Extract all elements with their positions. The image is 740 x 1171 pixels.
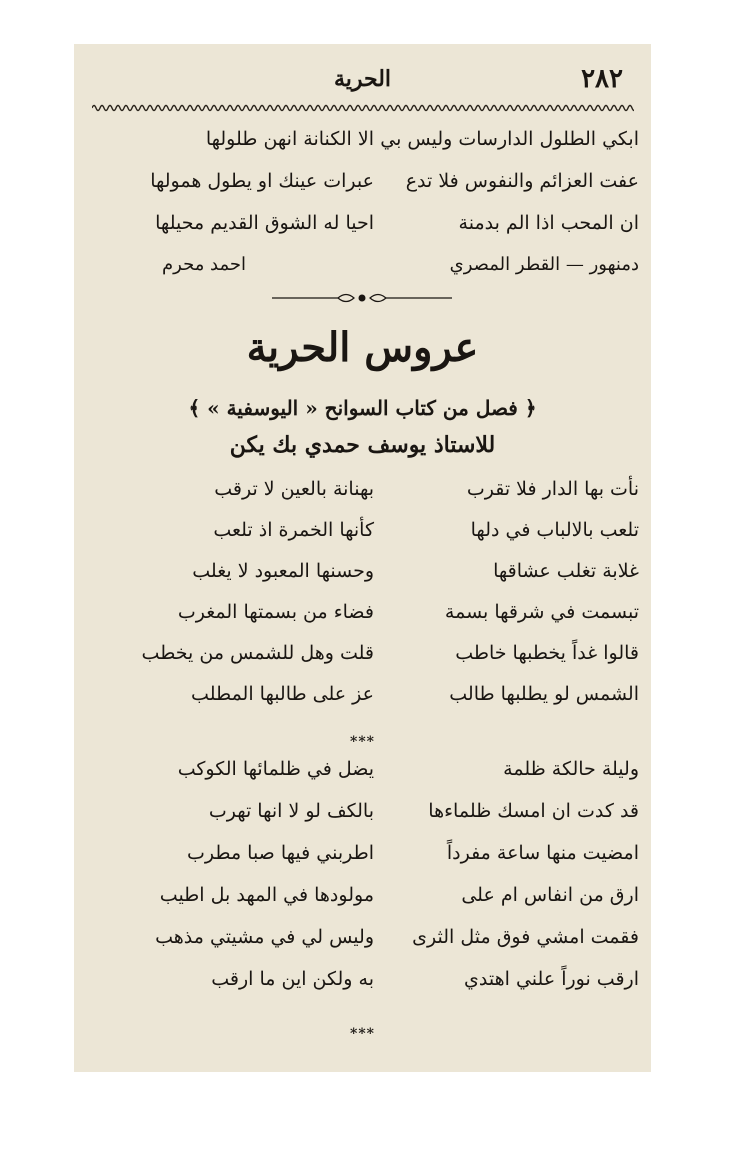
verse-first-hemistich: قد كدت ان امسك ظلماءها — [428, 800, 639, 822]
verse-first-hemistich: قالوا غداً يخطبها خاطب — [455, 642, 639, 664]
poem2-verse — [74, 842, 651, 882]
verse-second-hemistich: مولودها في المهد بل اطيب — [159, 884, 374, 906]
verse-first-hemistich: فقمت امشي فوق مثل الثرى — [412, 926, 639, 948]
poem2-verse — [74, 926, 651, 966]
book-page — [74, 44, 651, 1072]
verse-second-hemistich: بهنانة بالعين لا ترقب — [214, 478, 374, 500]
verse-second-hemistich: احيا له الشوق القديم محيلها — [155, 212, 374, 234]
ornament-divider — [272, 290, 452, 306]
verse-first-hemistich: غلابة تغلب عشاقها — [493, 560, 639, 582]
verse-second-hemistich: قلت وهل للشمس من يخطب — [141, 642, 374, 664]
end-separator: *** — [350, 1026, 375, 1042]
poem1-verse — [74, 128, 651, 168]
verse-first-hemistich: وليلة حالكة ظلمة — [503, 758, 639, 780]
verse-first-hemistich: نأت بها الدار فلا تقرب — [466, 478, 639, 500]
signature-author: احمد محرم — [162, 254, 247, 275]
verse-second-hemistich: عز على طالبها المطلب — [191, 683, 374, 705]
verse-first-hemistich: تبسمت في شرقها بسمة — [444, 601, 639, 623]
verse-second-hemistich: الا الكنانة انهن طلولها — [205, 128, 374, 150]
running-title: الحرية — [333, 66, 392, 92]
poem2-verse — [74, 800, 651, 840]
verse-second-hemistich: اطربني فيها صبا مطرب — [186, 842, 374, 864]
poem2-verse — [74, 884, 651, 924]
poem2-verse — [74, 519, 651, 559]
poem2-verse — [74, 560, 651, 600]
poem2-verse — [74, 478, 651, 518]
verse-second-hemistich: عبرات عينك او يطول همولها — [150, 170, 374, 192]
article-byline: للاستاذ يوسف حمدي بك يكن — [229, 432, 496, 458]
article-title: عروس الحرية — [246, 324, 479, 371]
verse-second-hemistich: به ولكن اين ما ارقب — [211, 968, 374, 990]
poem1-verse — [74, 212, 651, 252]
poem2-verse — [74, 758, 651, 798]
verse-second-hemistich: يضل في ظلمائها الكوكب — [177, 758, 374, 780]
stanza-separator: *** — [350, 734, 375, 750]
verse-first-hemistich: عفت العزائم والنفوس فلا تدع — [405, 170, 639, 192]
signature-place: دمنهور — القطر المصري — [449, 254, 639, 275]
verse-first-hemistich: ارق من انفاس ام على — [461, 884, 639, 906]
poem2-verse — [74, 968, 651, 1008]
verse-first-hemistich: ابكي الطلول الدارسات وليس بي — [380, 128, 639, 150]
verse-first-hemistich: تلعب بالالباب في دلها — [470, 519, 639, 541]
verse-first-hemistich: الشمس لو يطلبها طالب — [449, 683, 639, 705]
poem2-verse — [74, 683, 651, 723]
verse-first-hemistich: امضيت منها ساعة مفرداً — [446, 842, 639, 864]
verse-second-hemistich: كأنها الخمرة اذ تلعب — [213, 519, 374, 541]
verse-first-hemistich: ان المحب اذا الم بدمنة — [458, 212, 639, 234]
article-subtitle: ﴿ فصل من كتاب السوانح « اليوسفية » ﴾ — [188, 396, 537, 420]
poem2-verse — [74, 601, 651, 641]
poem2-verse — [74, 642, 651, 682]
page-header — [74, 64, 651, 100]
signature — [74, 254, 651, 290]
verse-second-hemistich: فضاء من بسمتها المغرب — [177, 601, 374, 623]
verse-second-hemistich: وحسنها المعبود لا يغلب — [192, 560, 374, 582]
verse-first-hemistich: ارقب نوراً علني اهتدي — [464, 968, 639, 990]
verse-second-hemistich: وليس لي في مشيتي مذهب — [155, 926, 374, 948]
verse-second-hemistich: بالكف لو لا انها تهرب — [208, 800, 374, 822]
page-number: ٢٨٢ — [581, 64, 623, 94]
poem1-verse — [74, 170, 651, 210]
wavy-rule — [92, 102, 634, 114]
